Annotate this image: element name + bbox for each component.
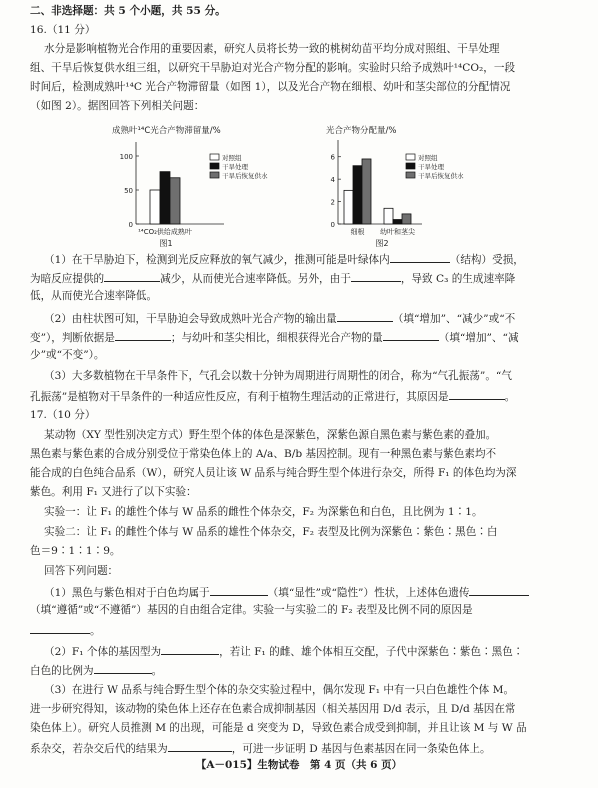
q17-p3-text-d: 系杂交，若杂交后代的结果为 [30,743,168,755]
q17-intro-line-2: 黑色素与紫色素的合成分别受位于常染色体上的 A/a、B/b 基因控制。现有一种黑色素与紫色素均不 [30,448,497,460]
y-tick-label: 2 [330,198,335,207]
q17-p2-text-d: 。 [151,665,163,677]
legend-label: 对照组 [418,154,438,162]
bar [344,190,353,224]
legend-label: 干旱后恢复供水 [418,172,464,180]
answer-blank[interactable] [390,251,450,263]
q16-part3-line-2 [30,388,575,406]
q16-intro-line-1: 水分是影响植物光合作用的重要因素，研究人员将长势一致的桃树幼苗平均分成对照组、干旱处理 [44,43,500,55]
answer-blank[interactable] [351,270,401,282]
figure-caption: 图2 [375,239,389,248]
bar [150,190,160,224]
legend-swatch [406,154,415,160]
q16-p2-text-b: （填“增加”、“减少”或“不 [392,313,516,325]
chart-title: 光合产物分配量/% [326,126,397,136]
answer-blank[interactable] [449,388,505,400]
legend-swatch [406,163,415,169]
answer-blank[interactable] [94,662,152,674]
answer-blank[interactable] [210,584,268,596]
q17-p2-text-b: ，若让 F₁ 的雌、雄个体相互交配，子代中深紫色∶紫色∶黑色∶ [219,646,524,658]
q17-part1-line-1 [44,584,589,602]
legend-swatch [210,163,219,169]
q16-p1-text-b: （结构）受损， [449,254,524,266]
y-tick-label: 0 [128,221,133,229]
q16-part1-line-3: 低，从而使光合速率降低。 [30,290,158,302]
figure-2 [322,124,512,256]
answer-blank[interactable] [104,270,160,282]
q17-part3-line-2: 进一步研究得知，该动物的染色体上还存在色素合成抑制基因（相关基因用 D/d 表示，且 D/d 基因在常 [30,703,516,715]
q17-part3-line-4 [30,740,575,758]
q17-experiment-1: 实验一：让 F₁ 的雄性个体与 W 品系的雌性个体杂交，F₂ 为深紫色和白色，且比例为 1∶1。 [44,506,483,518]
q17-intro-line-3: 能合成的白色纯合品系（W），研究人员让该 W 品系与纯合野生型个体进行杂交，所得 F₁ 的体色均为深 [30,467,517,479]
q17-p2-text-a: （2）F₁ 个体的基因型为 [44,646,162,658]
q17-experiment-2-line-2: 色＝9∶1∶1∶9。 [30,545,121,557]
q17-p3-text-e: ，可进一步证明 D 基因与色素基因在同一条染色体上。 [231,743,491,755]
legend-swatch [210,154,219,160]
q16-p3-text-c: 。 [504,391,516,403]
q16-part1-line-1 [44,251,589,269]
q16-intro-line-2: 组、干旱后恢复供水组三组，以研究干旱胁迫对光合产物分配的影响。实验时只给予成熟叶¹⁴CO₂，一段 [30,62,516,74]
answer-blank[interactable] [30,622,90,634]
figure-caption: 图1 [159,239,173,248]
legend-label: 干旱后恢复供水 [222,172,268,180]
bar [384,208,393,224]
x-category-label: 细根 [350,228,365,236]
bar [393,220,402,224]
q17-part1-line-3 [30,622,575,640]
legend-label: 干旱处理 [418,163,444,171]
answer-blank[interactable] [469,584,529,596]
q17-p2-text-c: 白色的比例为 [30,665,94,677]
answer-blank[interactable] [168,740,232,752]
q17-intro-line-1: 某动物（XY 型性别决定方式）野生型个体的体色是深紫色，深紫色源自黑色素与紫色素的叠加。 [44,429,497,441]
q17-ask: 回答下列问题： [44,565,119,577]
figure-2-chart [322,124,512,250]
q17-p1-text-a: （1）黑色与紫色相对于白色均属于 [44,587,210,599]
legend-swatch [210,172,219,178]
y-tick-label: 100 [119,153,133,161]
answer-blank[interactable] [337,310,393,322]
y-tick-label: 0 [330,221,335,229]
q16-intro-line-3: 时间后，检测成熟叶¹⁴C 光合产物滞留量（如图 1），以及光合产物在细根、幼叶和茎尖部位的分配情况 [30,81,511,93]
q16-number: 16.（11 分） [30,24,96,36]
q17-part2-line-2 [30,662,575,680]
q16-part2-line-3: 少”或“不变”）。 [30,349,105,361]
q16-p2-text-c: 变”），判断依据是 [30,332,115,344]
bar [353,166,362,224]
q16-p1-text-a: （1）在干旱胁迫下，检测到光反应释放的氧气减少，推测可能是叶绿体内 [44,254,390,266]
page-footer: 【A－015】生物试卷 第 4 页（共 6 页） [195,759,403,771]
legend-swatch [406,172,415,178]
q17-intro-line-4: 紫色。利用 F₁ 又进行了以下实验： [30,486,197,498]
q16-part2-line-2 [30,329,575,347]
q17-part3-line-1: （3）在进行 W 品系与纯合野生型个体的杂交实验过程中，偶尔发现 F₁ 中有一只白色雄性个体 M。 [44,684,515,696]
legend-label: 对照组 [222,154,242,162]
bar [160,172,170,224]
q17-part1-line-2: （填“遵循”或“不遵循”）基因的自由组合定律。实验一与实验二的 F₂ 表型及比例不同的原因是 [30,604,473,616]
q17-number: 17.（10 分） [30,409,96,421]
x-category-label: 幼叶和茎尖 [380,228,415,236]
q16-p2-text-e: （填“增加”、“减 [438,332,519,344]
q16-part1-line-2 [30,270,575,288]
answer-blank[interactable] [161,643,219,655]
q17-part2-line-1 [44,643,589,661]
bar [362,159,371,224]
bar [170,178,180,224]
q16-part2-line-1 [44,310,589,328]
figure-1 [112,124,302,256]
answer-blank[interactable] [115,329,171,341]
q16-p2-text-a: （2）由柱状图可知，干旱胁迫会导致成熟叶光合产物的输出量 [44,313,337,325]
y-tick-label: 4 [330,176,335,185]
legend-label: 干旱处理 [222,163,248,171]
q16-p3-text-b: 孔振荡”是植物对干旱条件的一种适应性反应，有利于植物生理活动的正常进行，其原因是 [30,391,449,403]
q16-part3-line-1: （3）大多数植物在干旱条件下，气孔会以数十分钟为周期进行周期性的闭合，称为“气孔振荡”。“气 [44,370,512,382]
answer-blank[interactable] [383,329,439,341]
q16-p1-text-c: 为暗反应提供的 [30,273,105,285]
q16-p1-text-d: 减少，从而使光合速率降低。另外，由于 [160,273,351,285]
section-header: 二、非选择题：共 5 个小题，共 55 分。 [30,5,226,17]
q16-intro-line-4: （如图 2）。据图回答下列相关问题： [30,100,205,112]
q16-p1-text-e: ，导致 C₃ 的生成速率降 [400,273,516,285]
x-category-label: ¹⁴CO₂供给成熟叶 [138,228,192,236]
bar [402,214,411,224]
y-tick-label: 6 [330,153,335,162]
y-tick-label: 50 [124,187,133,195]
q17-part3-line-3: 染色体上）。研究人员推测 M 的出现，可能是 d 突变为 D，导致色素合成受到抑制，并且让该 M 与 W 品 [30,722,527,734]
chart-title: 成熟叶¹⁴C光合产物滞留量/% [112,126,221,136]
figure-1-chart [112,124,302,250]
q17-p1-text-d: 。 [90,625,101,637]
q17-experiment-2-line-1: 实验二：让 F₁ 的雌性个体与 W 品系的雄性个体杂交，F₂ 表型及比例为深紫色∶紫色∶黑色∶白 [44,526,498,538]
q16-p2-text-d: ；与幼叶和茎尖相比，细根获得光合产物的量 [170,332,383,344]
q17-p1-text-b: （填“显性”或“隐性”）性状，上述体色遗传 [267,587,470,599]
